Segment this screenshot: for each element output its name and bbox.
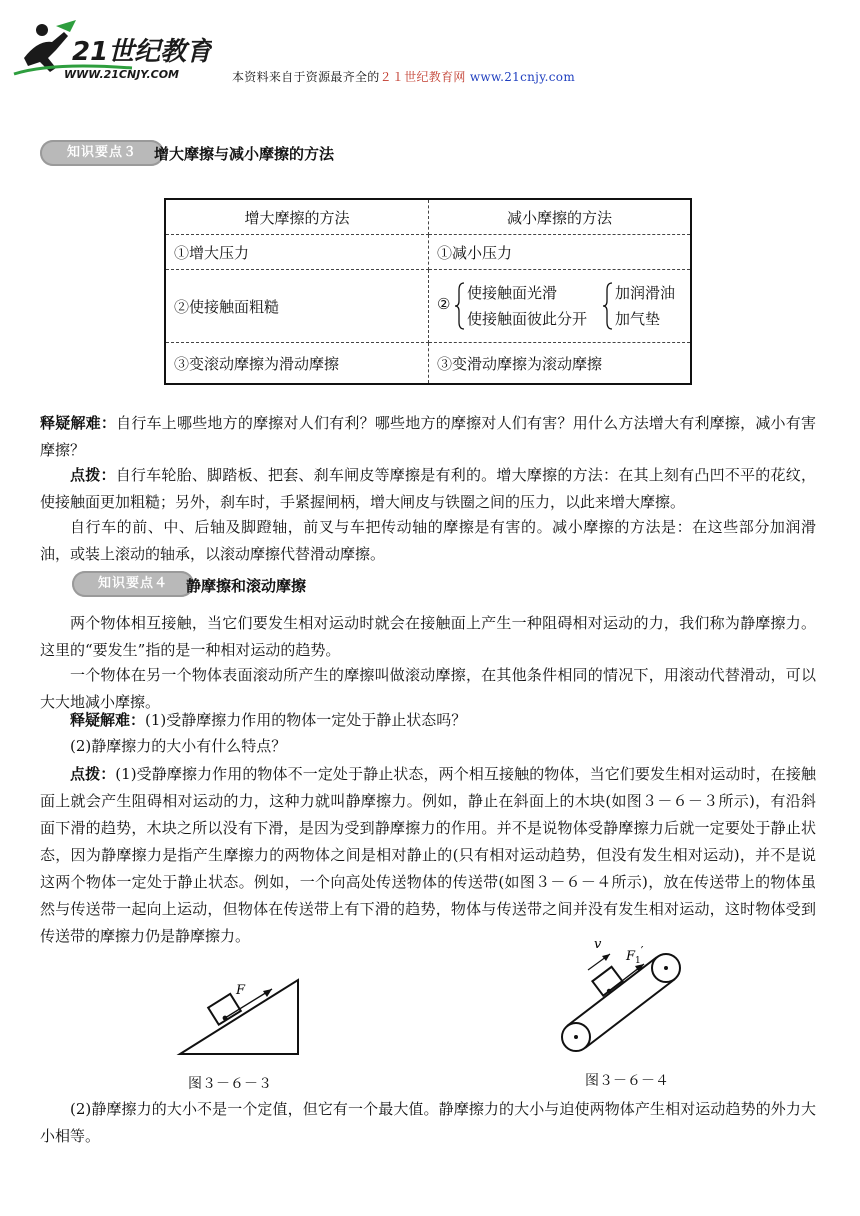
- table-header-row: [165, 199, 691, 235]
- question-text: 自行车上哪些地方的摩擦对人们有利？哪些地方的摩擦对人们有害？用什么方法增大有利摩擦，减小有害摩擦？: [40, 414, 816, 459]
- bracket-item-c: 加润滑油: [615, 284, 676, 302]
- logo-text: 21世纪教育: [72, 37, 212, 67]
- table-cell: ②使接触面粗糙: [165, 270, 429, 343]
- bracket-item-b: 使接触面彼此分开: [467, 310, 588, 328]
- logo-url: WWW.21CNJY.COM: [64, 68, 179, 81]
- figure-incline: [170, 972, 310, 1062]
- paragraph-answer-magnitude: (2)静摩擦力的大小不是一个定值，但它有一个最大值。静摩擦力的大小与迫使两物体产生相对运动趋势的外力大小相等。: [40, 1100, 816, 1145]
- figure-conveyor: [554, 932, 694, 1062]
- table-row: [165, 343, 691, 385]
- velocity-label: v: [594, 937, 602, 952]
- question-label: 释疑解难：: [70, 711, 146, 729]
- bracket-num: ②: [437, 295, 451, 313]
- answer-label: 点拨：: [70, 466, 116, 484]
- site-logo: [12, 18, 212, 88]
- section4-badge: 知识要点４: [72, 571, 194, 597]
- arrow-head-icon: [602, 954, 610, 961]
- section4-title: 静摩擦和滚动摩擦: [186, 577, 307, 595]
- paragraph-rolling-friction: 一个物体在另一个物体表面滚动所产生的摩擦叫做滚动摩擦，在其他条件相同的情况下，用滚动代替滑动，可以大大地减小摩擦。: [40, 666, 816, 711]
- arrow-head-icon: [263, 989, 272, 997]
- paragraph-answer-2: 自行车的前、中、后轴及脚蹬轴，前叉与车把传动轴的摩擦是有害的。减小摩擦的方法是：在这些部分加润滑油，或装上滚动的轴承，以滚动摩擦代替滑动摩擦。: [40, 518, 816, 563]
- answer-text: (1)受静摩擦力作用的物体不一定处于静止状态，两个相互接触的物体，当它们要发生相对运动时，在接触面上就会产生阻碍相对运动的力，这种力就叫静摩擦力。例如，静止在斜面上的木块(如图３－６－３所示)，有沿斜面下滑的趋势，木块之所以没有下滑，是因为受到静摩擦力的作用。并不是说物体受静摩擦力后就一定要处于静止状态，因为静摩擦力是指产生摩擦力的两物体之间是相对静止的(只有相对运动趋势，但没有发生相对运动)，并不是说这两个物体一定处于静止状态。例如，一个向高处传送物体的传送带(如图３－６－４所示)，放在传送带上的物体虽然与传送带一起向上运动，但物体在传送带上有下滑的趋势，物体与传送带之间并没有发生相对运动，这时物体受到传送带的摩擦力仍是静摩擦力。: [40, 765, 816, 945]
- table-header-decrease: 减小摩擦的方法: [429, 199, 692, 235]
- table-cell: ③变滚动摩擦为滑动摩擦: [165, 343, 429, 385]
- table-header-increase: 增大摩擦的方法: [165, 199, 429, 235]
- answer-label: 点拨：: [70, 765, 116, 783]
- paragraph-static-friction: 两个物体相互接触，当它们要发生相对运动时就会在接触面上产生一种阻碍相对运动的力，我们称为静摩擦力。这里的“要发生”指的是一种相对运动的趋势。: [40, 614, 816, 659]
- bracket-item-d: 加气垫: [615, 310, 661, 328]
- answer-text: 自行车轮胎、脚踏板、把套、刹车闸皮等摩擦是有利的。增大摩擦的方法：在其上刻有凸凹不平的花纹，使接触面更加粗糙；另外，刹车时，手紧握闸柄，增大闸皮与铁圈之间的压力，以此来增大摩擦。: [40, 466, 816, 511]
- table-cell: ①减小压力: [429, 235, 692, 270]
- table-row: [165, 235, 691, 270]
- paragraph-answer: [40, 462, 816, 516]
- paragraph-question: [40, 410, 816, 464]
- force-label: F: [236, 983, 246, 998]
- table-cell: ①增大压力: [165, 235, 429, 270]
- note-site[interactable]: ２１世纪教育网: [379, 70, 466, 84]
- left-brace-icon: [603, 282, 613, 330]
- figure-caption-1: 图３－６－３: [188, 1076, 272, 1092]
- section3-title: 增大摩擦与减小摩擦的方法: [154, 145, 335, 163]
- figure-caption-2: 图３－６－４: [585, 1073, 669, 1089]
- paragraph-answer-static: [40, 761, 816, 950]
- section3-badge: 知识要点３: [40, 140, 164, 166]
- question-text: (1)受静摩擦力作用的物体一定处于静止状态吗？: [145, 711, 467, 729]
- methods-table: [164, 198, 692, 385]
- note-prefix: 本资料来自于资源最齐全的: [232, 70, 380, 84]
- friction-label: $F_1'$: [626, 944, 644, 966]
- bracket-item-a: 使接触面光滑: [467, 284, 558, 302]
- table-cell: ③变滑动摩擦为滚动摩擦: [437, 354, 603, 373]
- table-cell-bracketed: [429, 270, 692, 343]
- paragraph-question-2: (2)静摩擦力的大小有什么特点？: [70, 737, 287, 755]
- header-note: [232, 68, 575, 85]
- note-url[interactable]: www.21cnjy.com: [469, 70, 576, 84]
- question-label: 释疑解难：: [40, 414, 117, 432]
- paragraph-question-1: [40, 707, 816, 734]
- table-row: [165, 270, 691, 343]
- left-brace-icon: [455, 282, 465, 330]
